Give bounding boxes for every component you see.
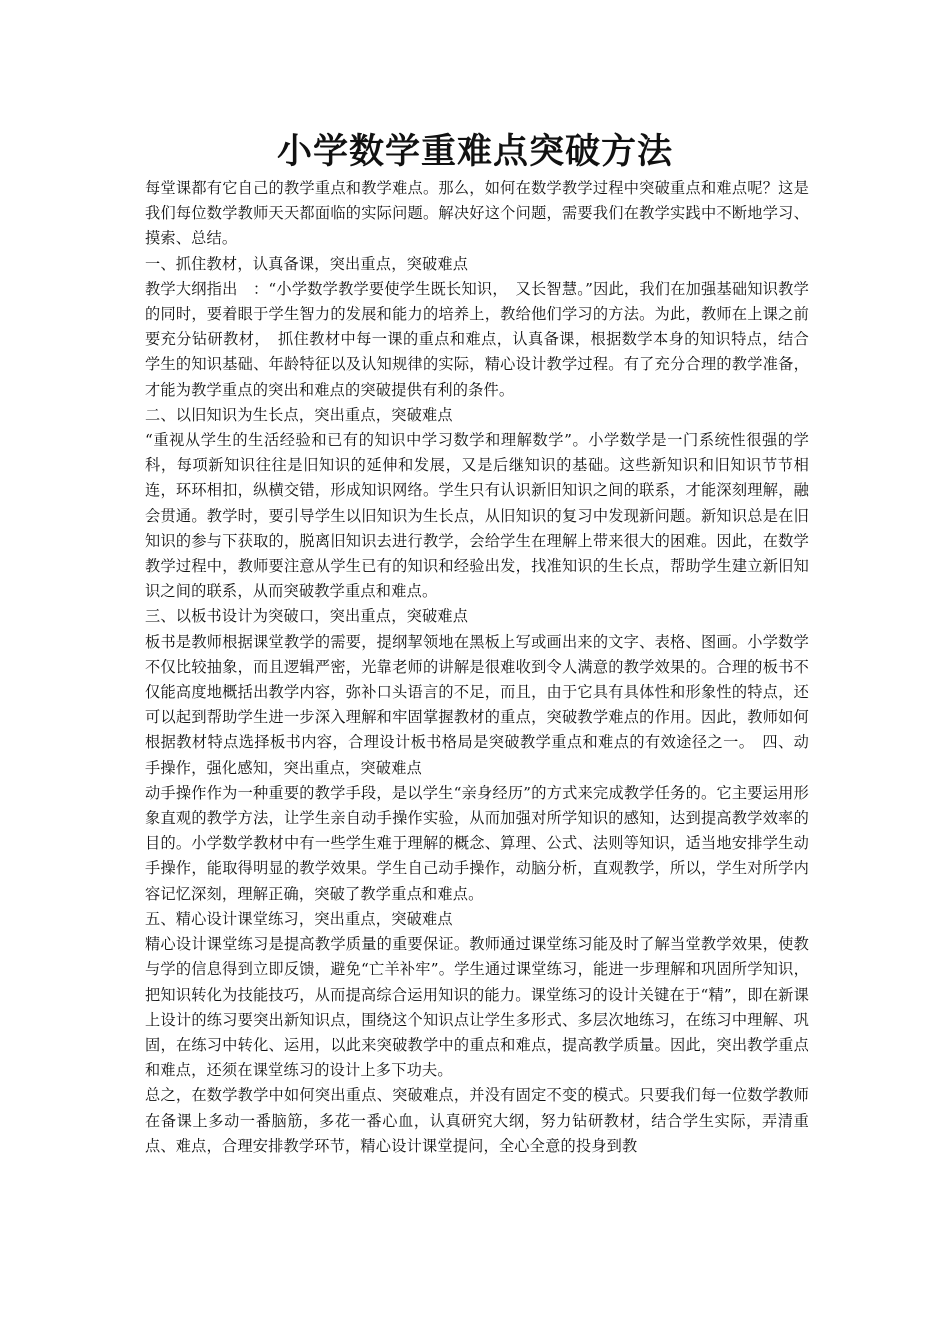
section-heading-1: 一、抓住教材，认真备课，突出重点，突破难点 [145, 254, 469, 273]
section-3-paragraph: 板书是教师根据课堂教学的需要，提纲挈领地在黑板上写或画出来的文字、表格、图画。小学数学不仅比较抽象，而且逻辑严密，光靠老师的讲解是很难收到令人满意的教学效果的。合理的板书不仅能高度地概括出教学内容，弥补口头语言的不足，而且，由于它具有具体性和形象性的特点，还可以起到帮助学生进一步深入理解和牢固掌握教材的重点，突破教学难点的作用。因此，教师如何根据教材特点选择板书内容，合理设计板书格局是突破教学重点和难点的有效途径之一。 四、动手操作，强化感知，突出重点，突破难点 [145, 632, 809, 777]
page-title: 小学数学重难点突破方法 [276, 131, 673, 172]
conclusion-paragraph: 总之，在数学教学中如何突出重点、突破难点，并没有固定不变的模式。只要我们每一位数学教师在备课上多动一番脑筋，多花一番心血，认真研究大纲，努力钻研教材，结合学生实际，弄清重点、难点，合理安排教学环节，精心设计课堂提问，全心全意的投身到教 [145, 1086, 809, 1155]
section-4-paragraph: 动手操作作为一种重要的教学手段，是以学生“亲身经历”的方式来完成教学任务的。它主要运用形象直观的教学方法，让学生亲自动手操作实验，从而加强对所学知识的感知，达到提高教学效率的目的。小学数学教材中有一些学生难于理解的概念、算理、公式、法则等知识，适当地安排学生动手操作，能取得明显的教学效果。学生自己动手操作，动脑分析，直观教学，所以，学生对所学内容记忆深刻，理解正确，突破了教学重点和难点。 [145, 783, 809, 903]
document-body [145, 176, 809, 1159]
section-1-paragraph: 教学大纲指出 ：“小学数学教学要使学生既长知识， 又长智慧。”因此，我们在加强基础知识教学的同时，要着眼于学生智力的发展和能力的培养上，教给他们学习的方法。为此，教师在上课之前要充分钻研教材， 抓住教材中每一课的重点和难点，认真备课，根据数学本身的知识特点，结合学生的知识基础、年龄特征以及认知规律的实际，精心设计教学过程。有了充分合理的教学准备，才能为教学重点的突出和难点的突破提供有利的条件。 [145, 279, 809, 399]
section-5-paragraph: 精心设计课堂练习是提高教学质量的重要保证。教师通过课堂练习能及时了解当堂教学效果，使教与学的信息得到立即反馈，避免“亡羊补牢”。学生通过课堂练习，能进一步理解和巩固所学知识，把知识转化为技能技巧，从而提高综合运用知识的能力。课堂练习的设计关键在于“精”，即在新课上设计的练习要突出新知识点，围绕这个知识点让学生多形式、多层次地练习，在练习中理解、巩固，在练习中转化、运用，以此来突破教学中的重点和难点，提高教学质量。因此，突出教学重点和难点，还须在课堂练习的设计上多下功夫。 [145, 935, 809, 1080]
section-heading-2: 二、以旧知识为生长点，突出重点，突破难点 [145, 405, 453, 424]
section-heading-3: 三、以板书设计为突破口，突出重点，突破难点 [145, 607, 469, 626]
section-2-paragraph: “重视从学生的生活经验和已有的知识中学习数学和理解数学”。小学数学是一门系统性很强的学科，每项新知识往往是旧知识的延伸和发展，又是后继知识的基础。这些新知识和旧知识节节相连，环环相扣，纵横交错，形成知识网络。学生只有认识新旧知识之间的联系，才能深刻理解，融会贯通。教学时，要引导学生以旧知识为生长点，从旧知识的复习中发现新问题。新知识总是在旧知识的参与下获取的，脱离旧知识去进行教学，会给学生在理解上带来很大的困难。因此，在数学教学过程中，教师要注意从学生已有的知识和经验出发，找准知识的生长点，帮助学生建立新旧知识之间的联系，从而突破教学重点和难点。 [145, 431, 809, 601]
section-heading-5: 五、精心设计课堂练习，突出重点，突破难点 [145, 909, 453, 928]
intro-paragraph: 每堂课都有它自己的教学重点和教学难点。那么，如何在数学教学过程中突破重点和难点呢？这是我们每位数学教师天天都面临的实际问题。解决好这个问题，需要我们在教学实践中不断地学习、摸索、总结。 [145, 179, 809, 248]
